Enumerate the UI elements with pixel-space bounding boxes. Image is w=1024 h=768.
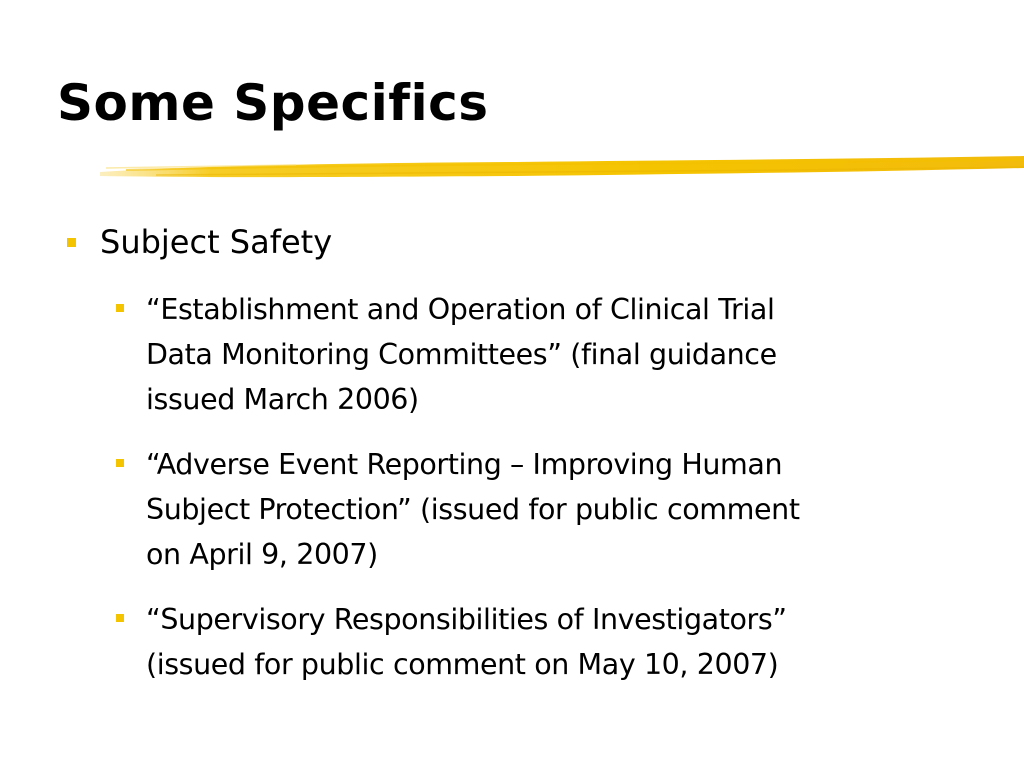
bullet-text: Subject Safety bbox=[100, 223, 333, 261]
square-bullet-icon bbox=[116, 459, 124, 467]
sub-bullet-line: on April 9, 2007) bbox=[146, 538, 378, 571]
title-underline-brushstroke bbox=[96, 146, 1024, 186]
sub-bullet-line: issued March 2006) bbox=[146, 383, 419, 416]
sub-bullet-line: (issued for public comment on May 10, 2007) bbox=[146, 648, 779, 681]
square-bullet-icon bbox=[116, 614, 124, 622]
slide-title: Some Specifics bbox=[57, 74, 489, 132]
sub-bullet-text bbox=[146, 287, 976, 422]
sub-bullet-text bbox=[146, 442, 976, 577]
sub-bullet-text bbox=[146, 597, 976, 687]
sub-bullet-line: “Adverse Event Reporting – Improving Human bbox=[146, 448, 783, 481]
square-bullet-icon bbox=[67, 238, 76, 247]
sub-bullet-line: Data Monitoring Committees” (final guidance bbox=[146, 338, 777, 371]
sub-bullet-line: “Supervisory Responsibilities of Investigators” bbox=[146, 603, 787, 636]
sub-bullet-line: “Establishment and Operation of Clinical Trial bbox=[146, 293, 775, 326]
square-bullet-icon bbox=[116, 304, 124, 312]
sub-bullet-line: Subject Protection” (issued for public comment bbox=[146, 493, 800, 526]
